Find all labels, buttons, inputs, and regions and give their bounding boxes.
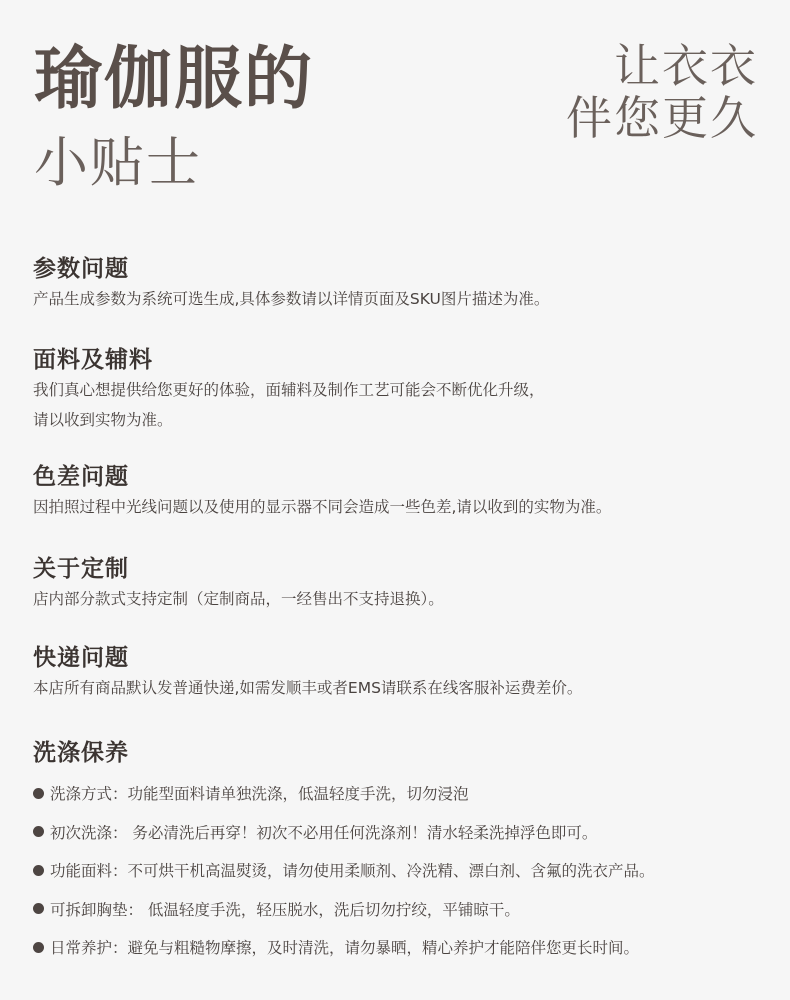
slogan-line-1: 让衣衣 (614, 39, 758, 93)
section-body: 店内部分款式支持定制（定制商品，一经售出不支持退换）。 (33, 590, 444, 608)
list-item (33, 851, 763, 890)
section-title: 面料及辅料 (33, 347, 153, 373)
slogan (566, 40, 758, 144)
care-item-text: 洗涤方式：功能型面料请单独洗涤，低温轻度手洗，切勿浸泡 (50, 785, 469, 804)
care-item-text: 可拆卸胸垫： 低温轻度手洗，轻压脱水，洗后切勿拧绞，平铺晾干。 (50, 900, 520, 919)
page-title: 瑜伽服的 (34, 40, 315, 119)
section-body: 本店所有商品默认发普通快递,如需发顺丰或者EMS请联系在线客服补运费差价。 (33, 679, 583, 697)
section-shipping (33, 643, 763, 703)
section-params (33, 254, 763, 314)
section-title: 参数问题 (33, 256, 129, 282)
bullet-icon (33, 826, 44, 837)
section-body: 我们真心想提供给您更好的体验，面辅料及制作工艺可能会不断优化升级， 请以收到实物为准。 (33, 381, 545, 429)
slogan-line-2: 伴您更久 (566, 91, 758, 145)
section-customization (33, 554, 763, 614)
list-item (33, 774, 763, 813)
bullet-icon (33, 788, 44, 799)
page-header (0, 0, 790, 210)
bullet-icon (33, 865, 44, 876)
section-title: 关于定制 (33, 556, 129, 582)
section-body: 产品生成参数为系统可选生成,具体参数请以详情页面及SKU图片描述为准。 (33, 290, 550, 308)
care-item-text: 日常养护：避免与粗糙物摩擦，及时清洗，请勿暴晒，精心养护才能陪伴您更长时间。 (50, 939, 640, 958)
care-list (33, 774, 763, 967)
bullet-icon (33, 903, 44, 914)
section-title: 洗涤保养 (33, 740, 129, 766)
section-body: 因拍照过程中光线问题以及使用的显示器不同会造成一些色差,请以收到的实物为准。 (33, 498, 612, 516)
list-item (33, 813, 763, 852)
list-item (33, 928, 763, 967)
section-care (33, 738, 763, 967)
care-item-text: 功能面料：不可烘干机高温熨烫，请勿使用柔顺剂、冷洗精、漂白剂、含氟的洗衣产品。 (50, 862, 655, 881)
page-subtitle: 小贴士 (34, 131, 202, 194)
list-item (33, 890, 763, 929)
care-item-text: 初次洗涤： 务必清洗后再穿！初次不必用任何洗涤剂！清水轻柔洗掉浮色即可。 (50, 823, 598, 842)
section-color-difference (33, 462, 763, 522)
section-title: 快递问题 (33, 645, 129, 671)
bullet-icon (33, 942, 44, 953)
section-fabric (33, 345, 763, 435)
section-title: 色差问题 (33, 464, 129, 490)
